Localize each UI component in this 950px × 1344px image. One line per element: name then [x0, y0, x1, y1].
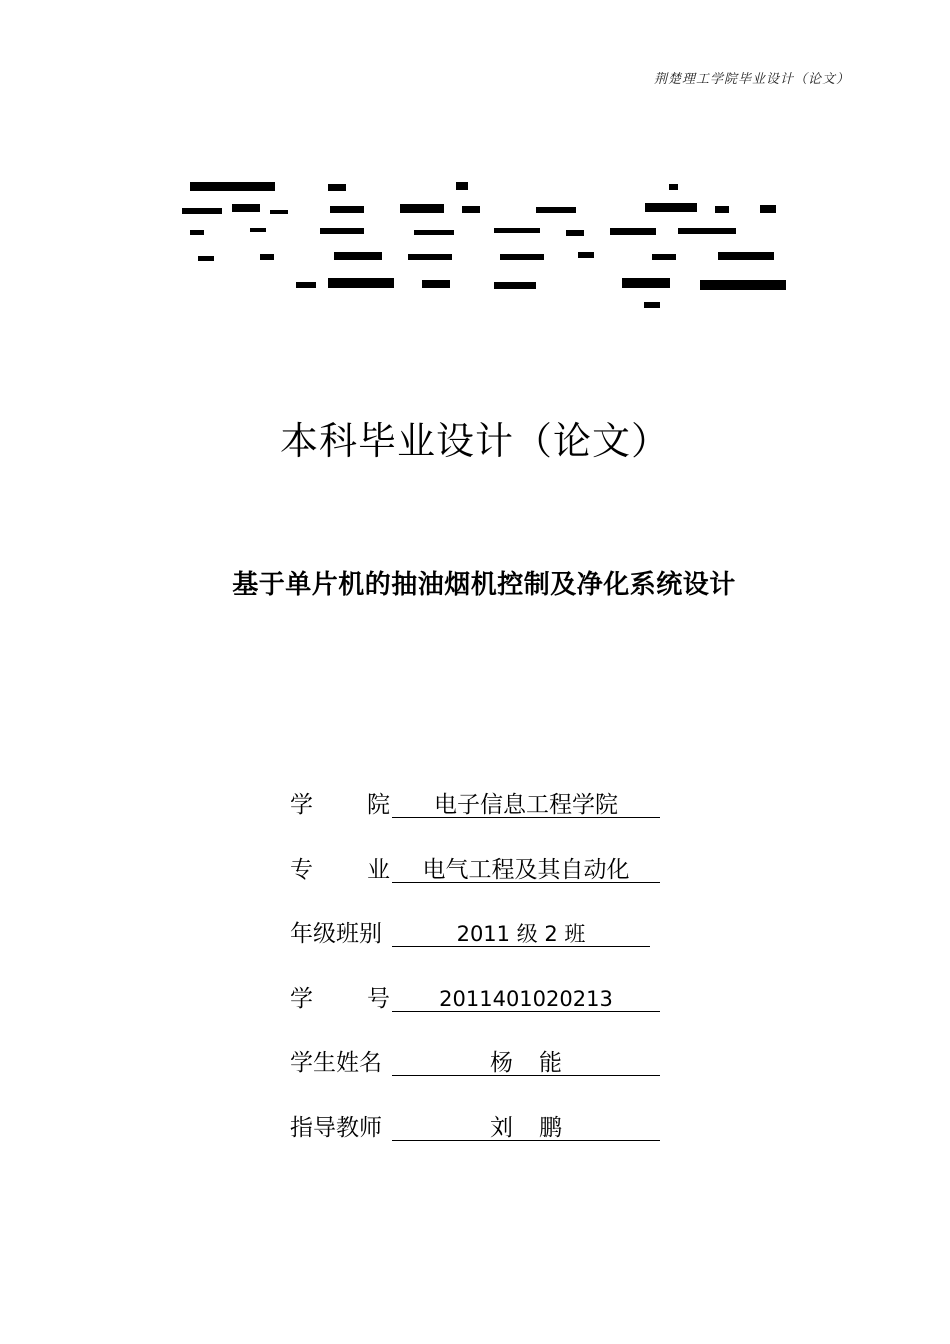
- info-row-college: [290, 785, 670, 850]
- major-label-char-2: 业: [367, 856, 390, 883]
- student-name-char-2: 能: [539, 1050, 562, 1076]
- college-label-char-2: 院: [367, 792, 390, 818]
- student-id-label-char-2: 号: [367, 985, 390, 1012]
- main-title: 本科毕业设计（论文）: [279, 419, 670, 463]
- class-label: 年级班别: [290, 921, 382, 947]
- info-row-major: [290, 850, 670, 915]
- faded-calligraphy-logo: [170, 170, 790, 320]
- advisor-label: 指导教师: [290, 1114, 382, 1141]
- advisor-value: [392, 1108, 660, 1141]
- thesis-title: 基于单片机的抽油烟机控制及净化系统设计: [232, 570, 736, 600]
- university-logo-text: [170, 170, 790, 320]
- info-row-student-id: [290, 979, 670, 1044]
- major-label-char-1: 专: [290, 856, 313, 883]
- college-label-char-1: 学: [290, 792, 313, 818]
- major-value: 电气工程及其自动化: [392, 850, 660, 883]
- info-row-student-name: [290, 1043, 670, 1108]
- class-value: 2011 级 2 班: [392, 914, 650, 947]
- info-row-advisor: [290, 1108, 670, 1173]
- student-info-block: [290, 785, 670, 1172]
- student-name-value: [392, 1043, 660, 1076]
- student-id-label-char-1: 学: [290, 985, 313, 1012]
- advisor-char-2: 鹏: [539, 1114, 562, 1141]
- info-row-class: [290, 914, 670, 979]
- college-value: 电子信息工程学院: [392, 785, 660, 818]
- running-header: 荆楚理工学院毕业设计（论文）: [653, 72, 850, 87]
- student-name-char-1: 杨: [490, 1050, 513, 1076]
- student-name-label: 学生姓名: [290, 1050, 382, 1076]
- advisor-char-1: 刘: [490, 1114, 513, 1141]
- student-id-value: 2011401020213: [392, 979, 660, 1012]
